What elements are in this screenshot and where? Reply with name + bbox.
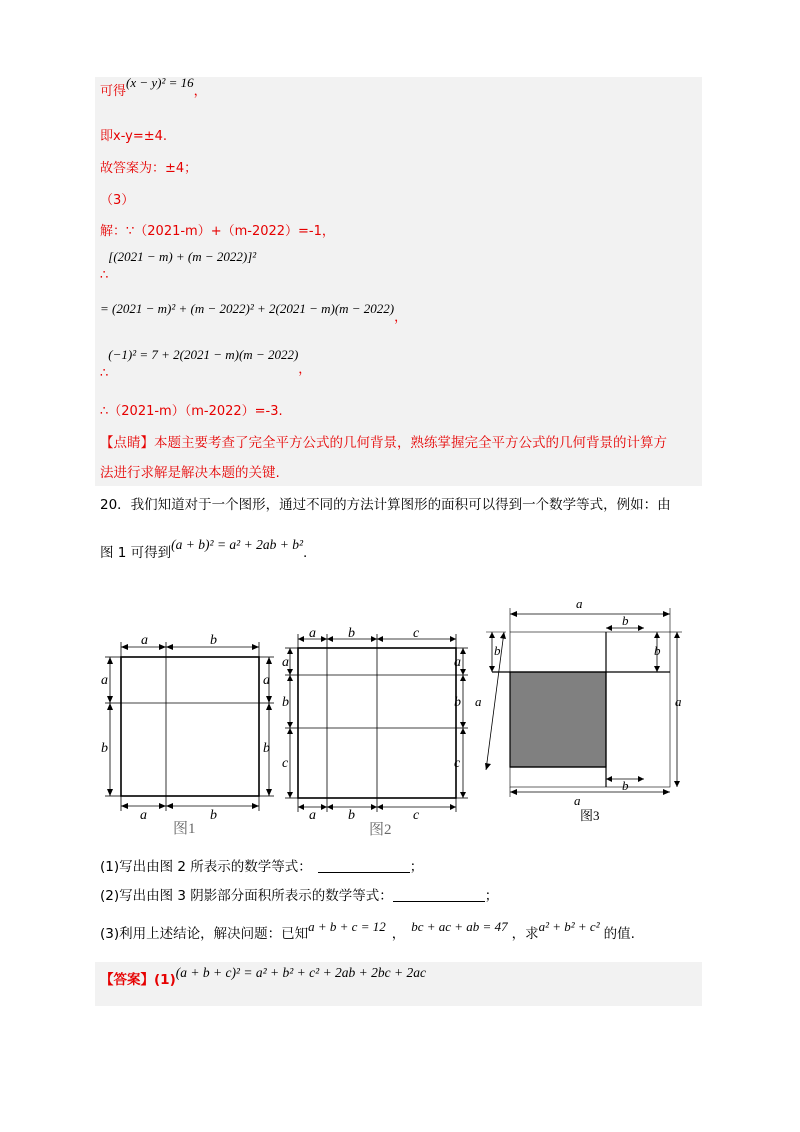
question-20-line-2: 图 1 可得到(a + b)² = a² + 2ab + b². <box>100 537 308 561</box>
label-b: b <box>494 643 501 658</box>
formula: (a + b)² = a² + 2ab + b² <box>171 537 303 552</box>
solution-line-2: 即x-y=±4. <box>100 129 168 144</box>
label-a: a <box>475 694 482 709</box>
subquestion-3: (3)利用上述结论，解决问题：已知a + b + c = 12 ， bc + ac + ab = 47 ，求a² + b² + c² 的值. <box>100 919 635 942</box>
solution-block <box>95 77 702 486</box>
label-c: c <box>282 756 289 771</box>
label-b: b <box>654 643 661 658</box>
formula: a + b + c = 12 <box>308 919 386 934</box>
label-b: b <box>348 808 355 823</box>
label-a: a <box>574 793 581 808</box>
answer-line <box>100 965 427 990</box>
subquestion-2: (2)写出由图 3 阴影部分面积所表示的数学等式： ； <box>100 888 499 904</box>
label-a: a <box>675 694 682 709</box>
figure-2-caption: 图2 <box>369 822 392 838</box>
formula: [(2021 − m) + (m − 2022)]² <box>108 249 257 264</box>
solution-line-1: 可得(x − y)² = 16， <box>100 75 207 99</box>
label-a: a <box>141 633 148 648</box>
solution-line-8: ∴(−1)² = 7 + 2(2021 − m)(m − 2022)， <box>100 347 312 381</box>
formula: (−1)² = 7 + 2(2021 − m)(m − 2022) <box>108 347 299 362</box>
label-a: a <box>282 655 289 670</box>
shaded-square <box>510 672 606 767</box>
formula: (a + b + c)² = a² + b² + c² + 2ab + 2bc + 2ac <box>175 965 427 980</box>
answer-label: 【答案】(1) <box>100 972 176 988</box>
subquestion-1: (1)写出由图 2 所表示的数学等式： ； <box>100 859 424 875</box>
label-c: c <box>413 808 420 823</box>
answer-blank[interactable] <box>393 887 485 902</box>
label-a: a <box>309 626 316 641</box>
question-20-line-1: 20．我们知道对于一个图形，通过不同的方法计算图形的面积可以得到一个数学等式，例如：由 <box>100 497 671 513</box>
formula: a² + b² + c² <box>538 919 600 934</box>
label-b: b <box>348 626 355 641</box>
label-a: a <box>576 596 583 611</box>
label-c: c <box>413 626 420 641</box>
label-b: b <box>263 741 270 756</box>
label-b: b <box>101 741 108 756</box>
formula: = (2021 − m)² + (m − 2022)² + 2(2021 − m)(m − 2022) <box>100 301 395 316</box>
figure-3 <box>470 592 690 832</box>
label-b: b <box>282 695 289 710</box>
figure-1 <box>100 630 280 835</box>
figure-2 <box>282 626 472 838</box>
formula: (x − y)² = 16 <box>126 75 194 90</box>
label-b: b <box>210 633 217 648</box>
answer-blank[interactable] <box>318 858 410 873</box>
solution-line-3: 故答案为：±4； <box>100 161 198 176</box>
solution-line-7: = (2021 − m)² + (m − 2022)² + 2(2021 − m)(m − 2022)， <box>100 301 408 325</box>
solution-line-9: ∴（2021-m）（m-2022）=-3. <box>100 404 283 419</box>
label-b: b <box>210 808 217 823</box>
label-a: a <box>309 808 316 823</box>
formula: bc + ac + ab = 47 <box>411 919 508 934</box>
figure-3-caption: 图3 <box>580 808 600 823</box>
comment-line-2: 法进行求解是解决本题的关键. <box>100 465 280 481</box>
solution-line-4: （3） <box>100 193 135 208</box>
label-b: b <box>622 613 629 628</box>
label-a: a <box>263 673 270 688</box>
label-a: a <box>140 808 147 823</box>
figure-1-caption: 图1 <box>173 821 196 835</box>
solution-line-6: ∴[(2021 − m) + (m − 2022)]² <box>100 249 257 283</box>
label-a: a <box>454 655 461 670</box>
label-a: a <box>101 673 108 688</box>
comment-line-1: 【点睛】本题主要考查了完全平方公式的几何背景，熟练掌握完全平方公式的几何背景的计算方 <box>100 435 667 451</box>
label-b: b <box>454 695 461 710</box>
solution-line-5: 解：∵（2021-m）+（m-2022）=-1， <box>100 224 335 239</box>
label-c: c <box>454 756 461 771</box>
label-b: b <box>622 778 629 793</box>
